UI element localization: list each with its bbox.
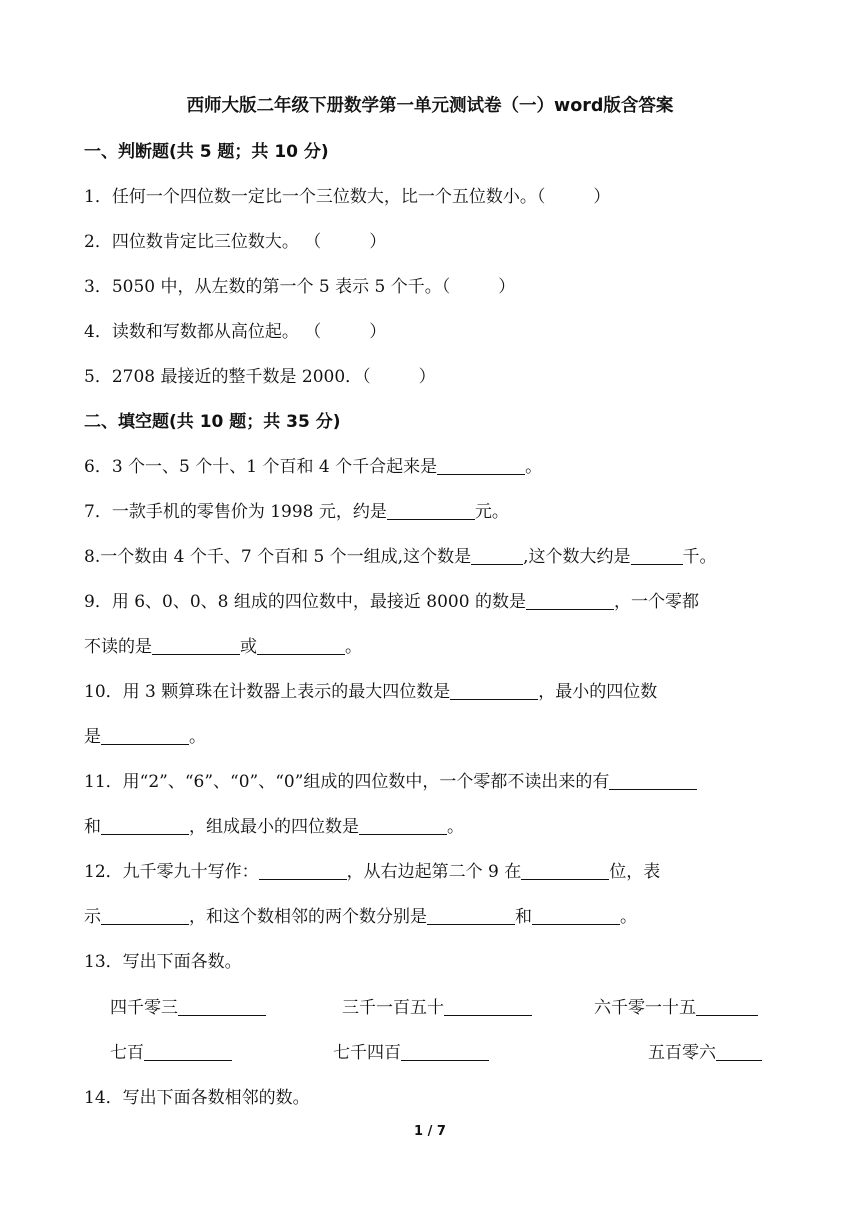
answer-blank[interactable] <box>144 1043 232 1061</box>
question-11-line2: 和 ，组成最小的四位数是 。 <box>84 817 464 837</box>
answer-blank[interactable] <box>101 727 189 745</box>
question-7: 7．一款手机的零售价为 1998 元，约是 元。 <box>84 502 509 522</box>
question-8: 8.一个数由 4 个千、7 个百和 5 个一组成,这个数是 ,这个数大约是 千。 <box>84 547 717 567</box>
answer-blank[interactable] <box>532 907 620 925</box>
answer-blank[interactable] <box>427 907 515 925</box>
question-12-line2: 示 ，和这个数相邻的两个数分别是 和 。 <box>84 907 637 927</box>
answer-blank[interactable] <box>716 1043 762 1061</box>
question-6: 6．3 个一、5 个十、1 个百和 4 个千合起来是 。 <box>84 457 543 477</box>
question-12-line1: 12．九千零九十写作： ，从右边起第二个 9 在 位，表 <box>84 862 661 882</box>
page-number: 1 / 7 <box>414 1124 446 1139</box>
answer-blank[interactable] <box>101 817 189 835</box>
answer-blank[interactable] <box>526 592 614 610</box>
section-heading-fill-in: 二、填空题(共 10 题；共 35 分) <box>84 412 341 432</box>
answer-blank[interactable] <box>101 907 189 925</box>
question-9-line2: 不读的是 或 。 <box>84 637 362 657</box>
q13-item: 六千零一十五 <box>594 996 758 1020</box>
q13-item: 五百零六 <box>648 1041 762 1065</box>
question-1: 1．任何一个四位数一定比一个三位数大，比一个五位数小。（ ） <box>84 187 611 207</box>
answer-blank[interactable] <box>437 457 525 475</box>
answer-blank[interactable] <box>401 1043 489 1061</box>
answer-blank[interactable] <box>359 817 447 835</box>
answer-blank[interactable] <box>152 637 240 655</box>
answer-blank[interactable] <box>257 637 345 655</box>
document-title: 西师大版二年级下册数学第一单元测试卷（一）word版含答案 <box>186 96 674 116</box>
question-14: 14．写出下面各数相邻的数。 <box>84 1088 310 1108</box>
q13-item: 四千零三 <box>110 996 266 1020</box>
q13-item: 三千一百五十 <box>342 996 532 1020</box>
answer-blank[interactable] <box>631 547 683 565</box>
answer-blank[interactable] <box>450 682 538 700</box>
question-11-line1: 11．用“2”、“6”、“0”、“0”组成的四位数中，一个零都不读出来的有 <box>84 770 697 794</box>
question-10-line2: 是 。 <box>84 727 206 747</box>
question-4: 4．读数和写数都从高位起。 （ ） <box>84 322 387 342</box>
question-13: 13．写出下面各数。 <box>84 952 242 972</box>
answer-blank[interactable] <box>609 772 697 790</box>
question-5: 5．2708 最接近的整千数是 2000．（ ） <box>84 367 436 387</box>
answer-blank[interactable] <box>471 547 523 565</box>
question-3: 3．5050 中，从左数的第一个 5 表示 5 个千。（ ） <box>84 277 516 297</box>
section-heading-judgement: 一、判断题(共 5 题；共 10 分) <box>84 142 329 162</box>
answer-blank[interactable] <box>696 998 758 1016</box>
answer-blank[interactable] <box>178 998 266 1016</box>
answer-blank[interactable] <box>259 862 347 880</box>
question-10-line1: 10．用 3 颗算珠在计数器上表示的最大四位数是 ，最小的四位数 <box>84 682 658 702</box>
q13-item: 七百 <box>110 1041 232 1065</box>
question-2: 2．四位数肯定比三位数大。 （ ） <box>84 232 387 252</box>
question-9-line1: 9．用 6、0、0、8 组成的四位数中，最接近 8000 的数是 ，一个零都 <box>84 592 699 612</box>
answer-blank[interactable] <box>387 502 475 520</box>
q13-item: 七千四百 <box>333 1041 489 1065</box>
answer-blank[interactable] <box>444 998 532 1016</box>
answer-blank[interactable] <box>521 862 609 880</box>
